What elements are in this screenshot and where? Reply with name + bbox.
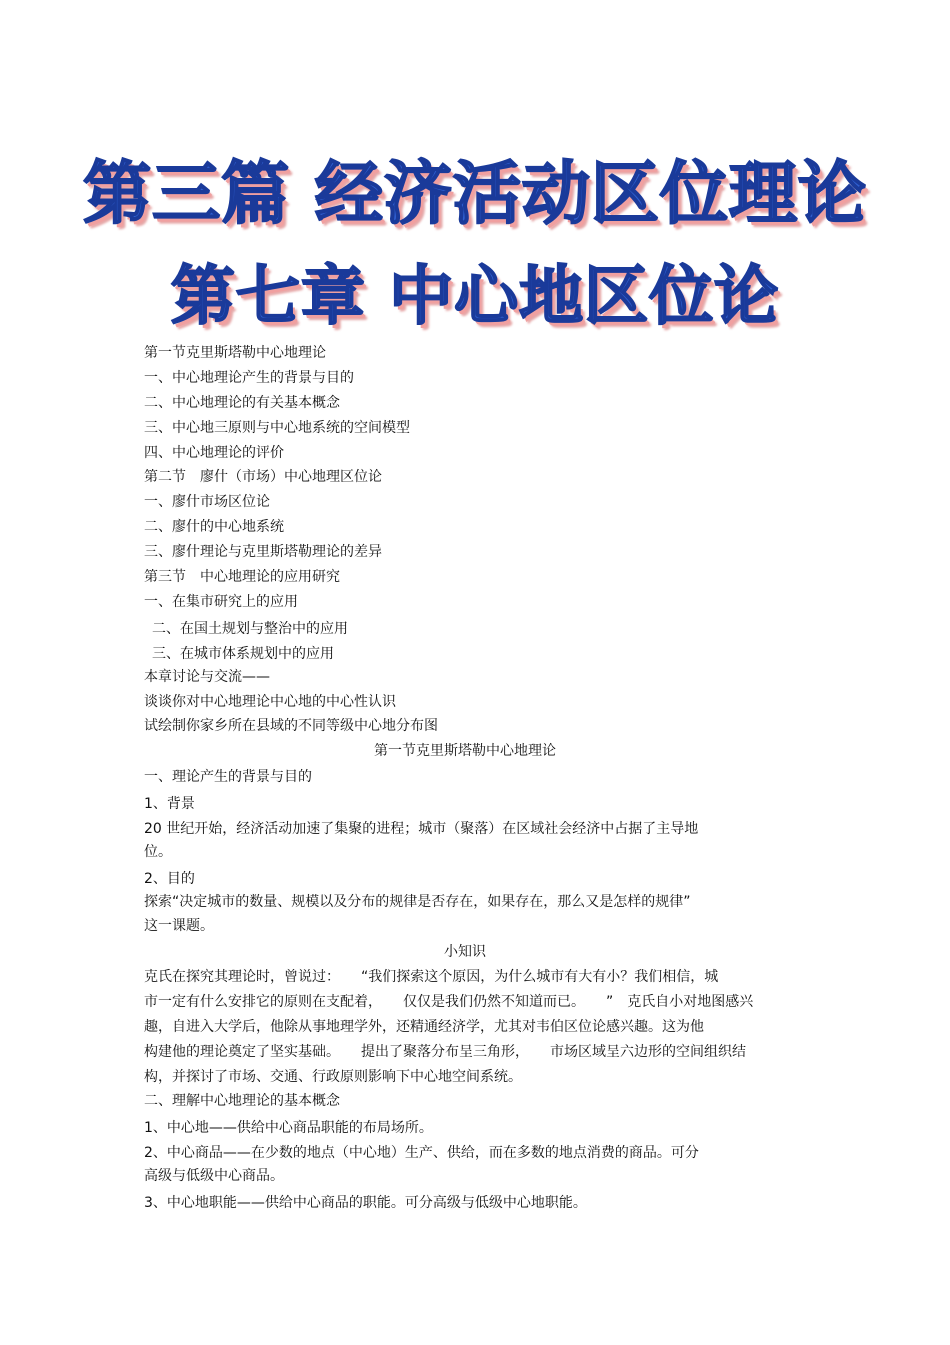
toc-line: 第一节克里斯塔勒中心地理论 <box>144 345 326 361</box>
subsection-heading: 二、理解中心地理论的基本概念 <box>144 1093 340 1109</box>
sidebar-heading: 小知识 <box>444 944 486 960</box>
toc-line: 第三节 中心地理论的应用研究 <box>144 569 340 585</box>
toc-line: 四、中心地理论的评价 <box>144 445 284 461</box>
body-line: 20 世纪开始，经济活动加速了集聚的进程；城市（聚落）在区域社会经济中占据了主导地 <box>144 821 699 837</box>
toc-line: 谈谈你对中心地理论中心地的中心性认识 <box>144 694 396 710</box>
body-line: 这一课题。 <box>144 918 214 934</box>
body-line: 构建他的理论奠定了坚实基础。 提出了聚落分布呈三角形， 市场区域呈六边形的空间组织结 <box>144 1044 746 1060</box>
part-title: 第三篇 经济活动区位理论 <box>83 155 867 234</box>
toc-line: 三、在城市体系规划中的应用 <box>152 646 334 662</box>
toc-line: 三、中心地三原则与中心地系统的空间模型 <box>144 420 410 436</box>
body-line: 位。 <box>144 844 172 860</box>
section-heading: 第一节克里斯塔勒中心地理论 <box>374 743 556 759</box>
toc-line: 试绘制你家乡所在县域的不同等级中心地分布图 <box>144 718 438 734</box>
toc-line: 二、在国土规划与整治中的应用 <box>152 621 348 637</box>
toc-line: 本章讨论与交流—— <box>144 669 270 685</box>
toc-line: 一、中心地理论产生的背景与目的 <box>144 370 354 386</box>
subsection-heading: 一、理论产生的背景与目的 <box>144 769 312 785</box>
body-line: 趣，自进入大学后，他除从事地理学外，还精通经济学，尤其对韦伯区位论感兴趣。这为他 <box>144 1019 704 1035</box>
toc-line: 一、廖什市场区位论 <box>144 494 270 510</box>
body-line: 市一定有什么安排它的原则在支配着， 仅仅是我们仍然不知道而已。 ” 克氏自小对地图感兴 <box>144 994 754 1010</box>
body-line: 探索“决定城市的数量、规模以及分布的规律是否存在，如果存在，那么又是怎样的规律” <box>144 894 691 910</box>
body-line: 1、背景 <box>144 796 195 812</box>
body-line: 2、目的 <box>144 871 195 887</box>
body-line: 2、中心商品——在少数的地点（中心地）生产、供给，而在多数的地点消费的商品。可分 <box>144 1145 699 1161</box>
toc-line: 三、廖什理论与克里斯塔勒理论的差异 <box>144 544 382 560</box>
chapter-title: 第七章 中心地区位论 <box>170 260 780 334</box>
body-line: 高级与低级中心商品。 <box>144 1168 284 1184</box>
toc-line: 二、中心地理论的有关基本概念 <box>144 395 340 411</box>
body-line: 1、中心地——供给中心商品职能的布局场所。 <box>144 1120 433 1136</box>
body-line: 3、中心地职能——供给中心商品的职能。可分高级与低级中心地职能。 <box>144 1195 587 1211</box>
body-line: 构，并探讨了市场、交通、行政原则影响下中心地空间系统。 <box>144 1069 522 1085</box>
toc-line: 二、廖什的中心地系统 <box>144 519 284 535</box>
toc-line: 一、在集市研究上的应用 <box>144 594 298 610</box>
toc-line: 第二节 廖什（市场）中心地理区位论 <box>144 469 382 485</box>
body-line: 克氏在探究其理论时，曾说过： “我们探索这个原因，为什么城市有大有小？我们相信，城 <box>144 969 719 985</box>
